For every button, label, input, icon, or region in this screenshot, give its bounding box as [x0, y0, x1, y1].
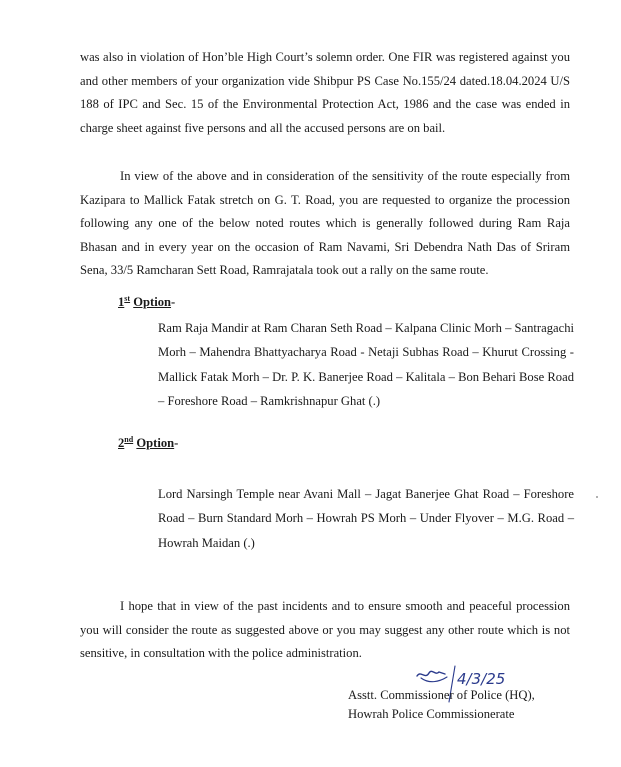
handwritten-date: 4/3/25: [457, 670, 506, 688]
option-1-number: 1: [118, 295, 125, 310]
paragraph-fir-details: was also in violation of Hon’ble High Court’s solemn order. One FIR was registered against you and other members of your organization vide Shibpur PS Case No.155/24 dated.18.04.2024 U/S 188 of IPC and Sec. 15 of the Environmental Protection Act, 1986 and the case was ended in charge sheet against five persons and all the accused persons are on bail.: [80, 50, 570, 135]
signatory-designation: Asstt. Commissioner of Police (HQ),: [348, 688, 535, 702]
scan-speck: [596, 496, 598, 498]
option-2-trail: -: [174, 436, 179, 451]
option-1-route: Ram Raja Mandir at Ram Charan Seth Road – Kalpana Clinic Morh – Santragachi Morh – Mahendra Bhattyacharya Road - Netaji Subhas Road – Khurut Crossing - Mallick Fatak Morh – Dr. P. K. Banerjee Road – Kalitala – Bon Behari Bose Road – Foreshore Road – Ramkrishnapur Ghat (.): [158, 321, 574, 408]
option-2-label: Option: [136, 436, 175, 451]
paragraph-closing: I hope that in view of the past incidents and to ensure smooth and peaceful procession you will consider the route as suggested above or you may suggest any other route which is not sensitive, in consultation with the police administration.: [80, 599, 570, 660]
option-2-heading: [118, 435, 178, 451]
option-2-route: Lord Narsingh Temple near Avani Mall – Jagat Banerjee Ghat Road – Foreshore Road – Burn Standard Morh – Howrah PS Morh – Under Flyover – M.G. Road – Howrah Maidan (.): [158, 487, 574, 550]
option-2-suffix: nd: [124, 435, 134, 444]
paragraph-route-request: In view of the above and in consideration of the sensitivity of the route especially from Kazipara to Mallick Fatak stretch on G. T. Road, you are requested to organize the procession following any one of the below noted routes which is generally followed during Ram Raja Bhasan and in every year on the occasion of Ram Navami, Sri Debendra Nath Das of Sriram Sena, 33/5 Ramcharan Sett Road, Ramrajatala took out a rally on the same route.: [80, 169, 570, 277]
option-1-suffix: st: [124, 294, 131, 303]
signatory-office: Howrah Police Commissionerate: [348, 707, 515, 721]
option-2-number: 2: [118, 436, 125, 451]
option-1-label: Option: [133, 295, 172, 310]
option-1-trail: -: [171, 295, 176, 310]
option-1-heading: [118, 294, 175, 310]
